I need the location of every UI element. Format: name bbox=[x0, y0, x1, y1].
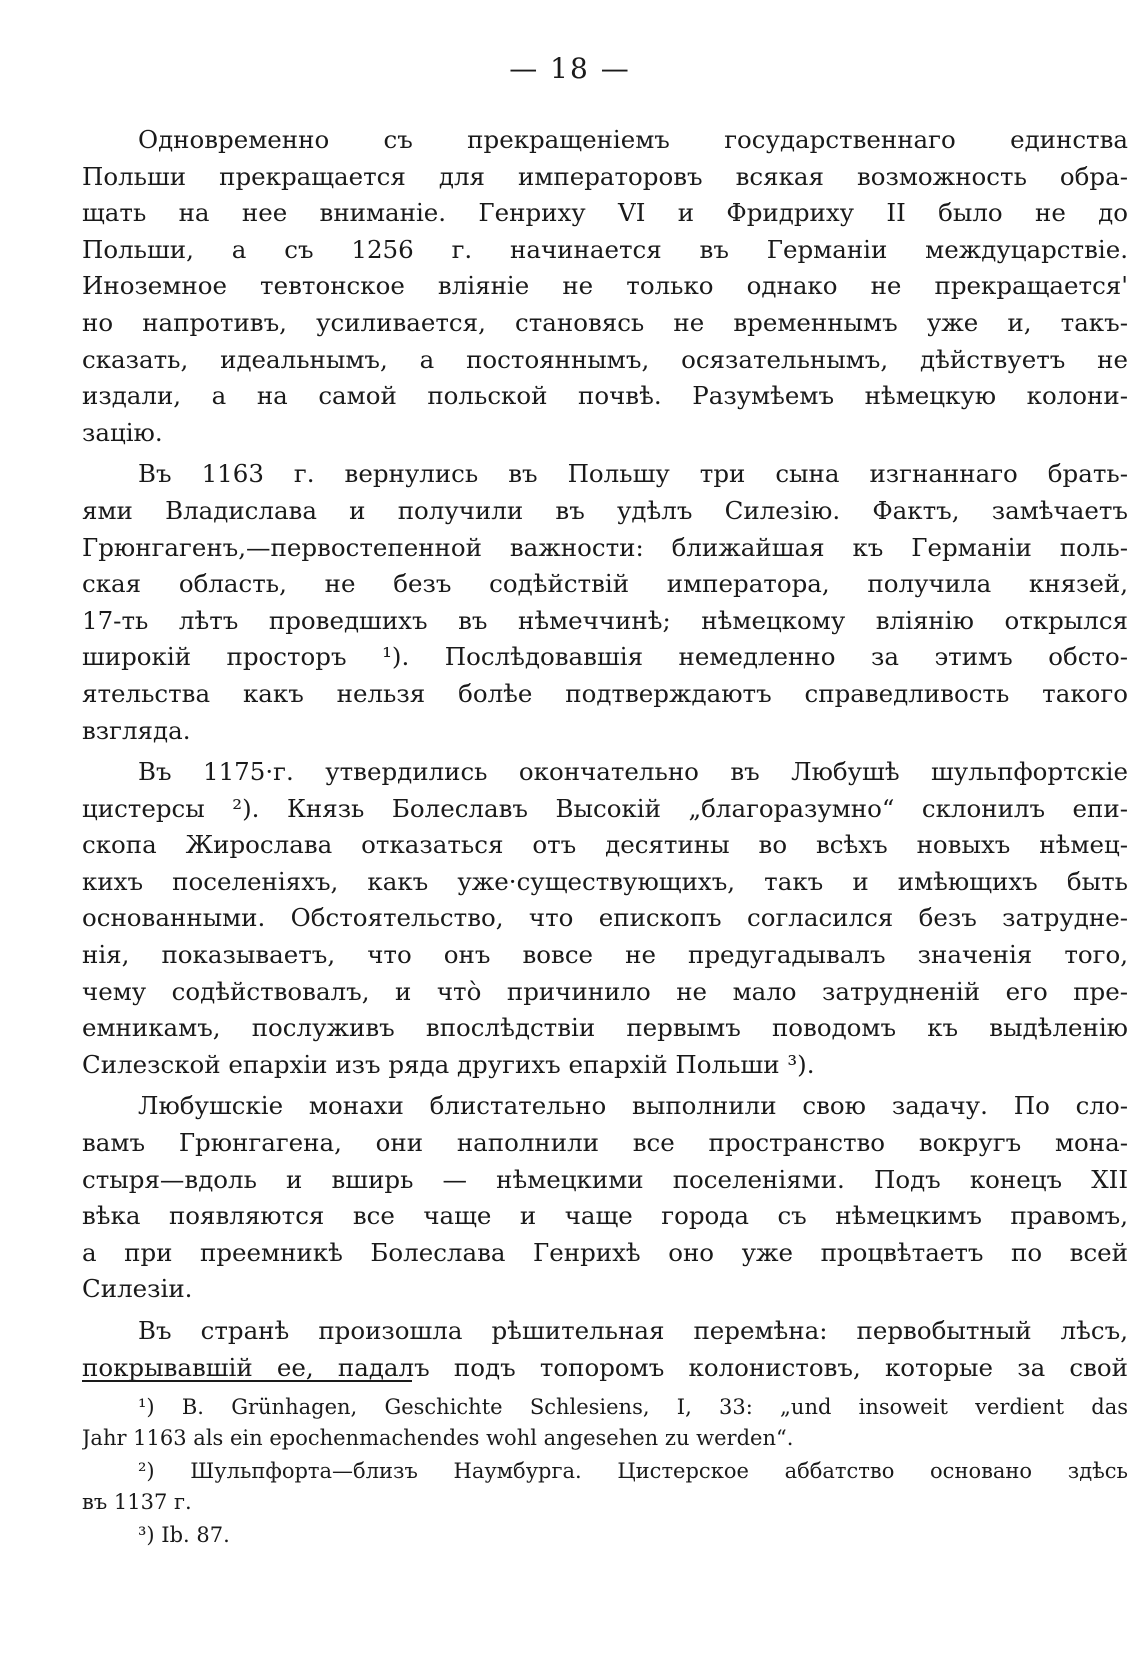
paragraph-1 bbox=[82, 122, 1128, 451]
text-line: 17-ть лѣтъ проведшихъ въ нѣмеччинѣ; нѣмецкому вліянію открылся bbox=[82, 605, 1128, 635]
text-line: Польши, а съ 1256 г. начинается въ Германіи междуцарствіе. bbox=[82, 234, 1128, 264]
text-line: ями Владислава и получили въ удѣлъ Силезію. Фактъ, замѣчаетъ bbox=[82, 495, 1128, 525]
page-number: — 18 — bbox=[509, 52, 631, 85]
text-line: Одновременно съ прекращеніемъ государственнаго единства bbox=[138, 125, 1128, 154]
text-line: Иноземное тевтонское вліяніе не только однако не прекращается' bbox=[82, 271, 1128, 301]
paragraph-4 bbox=[82, 1088, 1128, 1308]
text-line: стыря—вдоль и вширь — нѣмецкими поселеніями. Подъ конецъ XII bbox=[82, 1164, 1128, 1194]
footnote-3 bbox=[82, 1520, 1128, 1551]
text-line: Силезской епархіи изъ ряда другихъ епархій Польши ³). bbox=[82, 1049, 815, 1079]
text-line: издали, а на самой польской почвѣ. Разумѣемъ нѣмецкую колони- bbox=[82, 381, 1128, 411]
text-line: широкій просторъ ¹). Послѣдовавшія немедленно за этимъ обсто- bbox=[82, 642, 1128, 672]
footnote-line: ¹) B. Grünhagen, Geschichte Schlesiens, I, 33: „und insoweit verdient das bbox=[138, 1395, 1128, 1419]
footnote-divider bbox=[82, 1380, 412, 1382]
text-line: емникамъ, послуживъ впослѣдствіи первымъ поводомъ къ выдѣленію bbox=[82, 1013, 1128, 1043]
footnote-line: въ 1137 г. bbox=[82, 1490, 192, 1514]
footnotes bbox=[82, 1392, 1128, 1553]
text-line: вамъ Грюнгагена, они наполнили все пространство вокругъ мона- bbox=[82, 1128, 1128, 1158]
paragraph-5 bbox=[82, 1313, 1128, 1386]
footnote-line: ³) Ib. 87. bbox=[138, 1523, 230, 1547]
text-line: основанными. Обстоятельство, что епископъ согласился безъ затрудне- bbox=[82, 903, 1128, 933]
footnote-2 bbox=[82, 1456, 1128, 1518]
text-line: ская область, не безъ содѣйствій императора, получила князей, bbox=[82, 569, 1128, 599]
text-line: вѣка появляются все чаще и чаще города съ нѣмецкимъ правомъ, bbox=[82, 1201, 1128, 1231]
text-line: Въ 1175·г. утвердились окончательно въ Любушѣ шульпфортскіе bbox=[138, 757, 1128, 787]
text-line: сказать, идеальнымъ, а постояннымъ, осязательнымъ, дѣйствуетъ не bbox=[82, 344, 1128, 374]
text-line: Польши прекращается для императоровъ всякая возможность обра- bbox=[82, 161, 1128, 191]
text-line: Любушскіе монахи блистательно выполнили свою задачу. По сло- bbox=[138, 1091, 1128, 1121]
text-line: Силезіи. bbox=[82, 1274, 193, 1304]
footnote-line: Jahr 1163 als ein epochenmachendes wohl angesehen zu werden“. bbox=[82, 1426, 794, 1450]
text-line: Въ 1163 г. вернулись въ Польшу три сына изгнаннаго брать- bbox=[138, 459, 1128, 489]
main-text bbox=[82, 122, 1128, 1391]
text-line: щать на нее вниманіе. Генриху VI и Фридриху II было не до bbox=[82, 198, 1128, 228]
footnote-1 bbox=[82, 1392, 1128, 1454]
text-line: покрывавшій ее, падалъ подъ топоромъ колонистовъ, которые за свой bbox=[82, 1352, 1128, 1382]
text-line: взгляда. bbox=[82, 715, 191, 745]
text-line: цистерсы ²). Князь Болеславъ Высокій „благоразумно“ склонилъ епи- bbox=[82, 793, 1128, 823]
text-line: чему содѣйствовалъ, и что̀ причинило не мало затрудненій его пре- bbox=[82, 976, 1128, 1006]
text-line: Грюнгагенъ,—первостепенной важности: ближайшая къ Германіи поль- bbox=[82, 532, 1128, 562]
text-line: кихъ поселеніяхъ, какъ уже·существующихъ, такъ и имѣющихъ быть bbox=[82, 866, 1128, 896]
text-line: но напротивъ, усиливается, становясь не временнымъ уже и, такъ- bbox=[82, 307, 1128, 337]
text-line: нія, показываетъ, что онъ вовсе не предугадывалъ значенія того, bbox=[82, 940, 1128, 970]
paragraph-2 bbox=[82, 456, 1128, 749]
text-line: ятельства какъ нельзя болѣе подтверждаютъ справедливость такого bbox=[82, 678, 1128, 708]
paragraph-3 bbox=[82, 754, 1128, 1083]
text-line: а при преемникѣ Болеслава Генрихѣ оно уже процвѣтаетъ по всей bbox=[82, 1237, 1128, 1267]
text-line: Въ странѣ произошла рѣшительная перемѣна: первобытный лѣсъ, bbox=[138, 1316, 1128, 1345]
text-line: зацію. bbox=[82, 417, 163, 447]
footnote-line: ²) Шульпфорта—близъ Наумбурга. Цистерское аббатство основано здѣсь bbox=[138, 1459, 1128, 1483]
text-line: скопа Жирослава отказаться отъ десятины во всѣхъ новыхъ нѣмец- bbox=[82, 830, 1128, 860]
